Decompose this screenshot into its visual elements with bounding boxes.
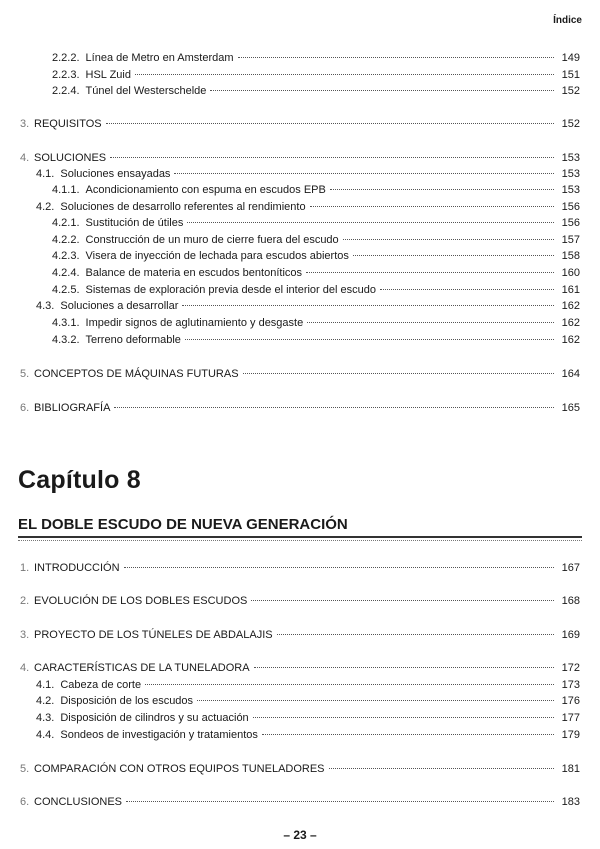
toc-entry-number: 4. [20, 152, 30, 164]
toc-entry-page: 173 [561, 679, 580, 691]
toc-entry-title: Disposición de cilindros y su actuación [60, 712, 249, 724]
toc-entry [36, 167, 580, 181]
toc-entry-page: 176 [561, 695, 580, 707]
toc-entry-title: Construcción de un muro de cierre fuera del escudo [85, 234, 339, 246]
toc-entry [20, 117, 580, 131]
toc-dot-leader [380, 289, 554, 290]
toc-dot-leader [254, 667, 554, 668]
toc-dot-leader [277, 634, 554, 635]
toc-entry [52, 333, 580, 347]
toc-dot-leader [238, 57, 555, 58]
toc-entry-page: 160 [561, 267, 580, 279]
toc-entry-page: 149 [561, 52, 580, 64]
toc-entry-number: 4.1. [36, 679, 55, 691]
toc-entry-page: 152 [561, 118, 580, 130]
toc-entry-number: 4.4. [36, 729, 55, 741]
toc-entry-number: 4.2. [36, 201, 55, 213]
toc-dot-leader [185, 339, 554, 340]
toc-entry [20, 561, 580, 575]
toc-entry-title: Sondeos de investigación y tratamientos [60, 729, 258, 741]
toc-entry-page: 169 [561, 629, 580, 641]
toc-entry [52, 283, 580, 297]
toc-dot-leader [251, 600, 554, 601]
toc-entry-page: 167 [561, 562, 580, 574]
page-number: – 23 – [283, 828, 317, 842]
toc-entry-title: CONCLUSIONES [34, 796, 123, 808]
toc-entry [52, 51, 580, 65]
toc-entry [36, 711, 580, 725]
toc-entry-number: 4.2.1. [52, 217, 80, 229]
toc-entry-number: 4.3. [36, 712, 55, 724]
toc-dot-leader [343, 239, 554, 240]
toc-entry-number: 4.3.2. [52, 334, 80, 346]
toc-dot-leader [329, 768, 554, 769]
toc-entry-number: 5. [20, 763, 30, 775]
toc-dot-leader [187, 222, 554, 223]
toc-entry-page: 179 [561, 729, 580, 741]
toc-dot-leader [262, 734, 554, 735]
toc-entry-number: 4.3. [36, 300, 55, 312]
toc-dot-leader [243, 373, 554, 374]
toc-entry-page: 183 [561, 796, 580, 808]
toc-entry-number: 2. [20, 595, 30, 607]
toc-dot-leader [110, 157, 554, 158]
toc-dot-leader [126, 801, 554, 802]
toc-entry-number: 2.2.4. [52, 85, 80, 97]
toc-entry-number: 3. [20, 629, 30, 641]
toc-entry-title: CONCEPTOS DE MÁQUINAS FUTURAS [34, 368, 239, 380]
toc-entry-number: 4.2.4. [52, 267, 80, 279]
toc-entry [52, 249, 580, 263]
toc-entry-number: 6. [20, 402, 30, 414]
toc-dot-leader [310, 206, 554, 207]
toc-entry-page: 177 [561, 712, 580, 724]
toc-entry-number: 4.3.1. [52, 317, 80, 329]
toc-entry-title: Acondicionamiento con espuma en escudos EPB [85, 184, 326, 196]
subtitle-rule [18, 536, 582, 538]
toc-entry-page: 156 [561, 201, 580, 213]
toc-entry-title: SOLUCIONES [34, 152, 107, 164]
toc-entry-page: 151 [561, 69, 580, 81]
toc-dot-leader [306, 272, 554, 273]
toc-dot-leader [353, 255, 554, 256]
toc-entry-title: Sistemas de exploración previa desde el interior del escudo [85, 284, 376, 296]
toc-dot-leader [174, 173, 554, 174]
toc-entry [20, 762, 580, 776]
toc-entry-title: Visera de inyección de lechada para escudos abiertos [85, 250, 349, 262]
toc-entry-title: Línea de Metro en Amsterdam [85, 52, 234, 64]
toc-entry [36, 200, 580, 214]
toc-entry-title: INTRODUCCIÓN [34, 562, 120, 574]
toc-dot-leader [307, 322, 554, 323]
toc-entry-title: Soluciones ensayadas [60, 168, 171, 180]
toc-entry-number: 6. [20, 796, 30, 808]
toc-entry-title: Disposición de los escudos [60, 695, 194, 707]
toc-entry-number: 4.1.1. [52, 184, 80, 196]
running-header: Índice [553, 15, 582, 26]
toc-entry [52, 183, 580, 197]
toc-entry-number: 3. [20, 118, 30, 130]
toc-entry [36, 678, 580, 692]
toc-entry-title: REQUISITOS [34, 118, 102, 130]
toc-entry-number: 1. [20, 562, 30, 574]
toc-entry-title: BIBLIOGRAFÍA [34, 402, 111, 414]
toc-entry-title: Soluciones de desarrollo referentes al rendimiento [60, 201, 306, 213]
toc-entry-number: 5. [20, 368, 30, 380]
toc-entry-number: 2.2.3. [52, 69, 80, 81]
toc-entry-number: 4.2.3. [52, 250, 80, 262]
toc-entry [52, 266, 580, 280]
toc-entry [20, 661, 580, 675]
toc-entry-number: 2.2.2. [52, 52, 80, 64]
toc-entry-page: 153 [561, 184, 580, 196]
subtitle-rule-dotted [18, 540, 582, 541]
toc-entry [20, 151, 580, 165]
toc-entry-title: HSL Zuid [85, 69, 131, 81]
toc-entry-page: 165 [561, 402, 580, 414]
toc-entry-page: 153 [561, 152, 580, 164]
toc-entry-title: PROYECTO DE LOS TÚNELES DE ABDALAJIS [34, 629, 273, 641]
toc-dot-leader [330, 189, 554, 190]
chapter-title: Capítulo 8 [18, 466, 141, 494]
toc-dot-leader [135, 74, 554, 75]
toc-entry-page: 162 [561, 300, 580, 312]
toc-entry [20, 401, 580, 415]
toc-entry [20, 594, 580, 608]
toc-dot-leader [145, 684, 554, 685]
toc-entry-title: Balance de materia en escudos bentoníticos [85, 267, 303, 279]
toc-entry [52, 84, 580, 98]
toc-entry-title: Túnel del Westerschelde [85, 85, 207, 97]
chapter-subtitle: EL DOBLE ESCUDO DE NUEVA GENERACIÓN [18, 516, 348, 533]
toc-entry [52, 68, 580, 82]
toc-entry-number: 4. [20, 662, 30, 674]
toc-entry-page: 181 [561, 763, 580, 775]
toc-entry-number: 4.2.5. [52, 284, 80, 296]
toc-entry-title: COMPARACIÓN CON OTROS EQUIPOS TUNELADORES [34, 763, 325, 775]
toc-entry-page: 168 [561, 595, 580, 607]
toc-dot-leader [124, 567, 554, 568]
toc-entry-page: 153 [561, 168, 580, 180]
toc-entry [52, 216, 580, 230]
toc-entry-page: 164 [561, 368, 580, 380]
toc-dot-leader [106, 123, 554, 124]
toc-entry [20, 367, 580, 381]
toc-entry-page: 162 [561, 334, 580, 346]
toc-entry-title: CARACTERÍSTICAS DE LA TUNELADORA [34, 662, 250, 674]
toc-entry [36, 728, 580, 742]
toc-entry-page: 161 [561, 284, 580, 296]
toc-entry-title: EVOLUCIÓN DE LOS DOBLES ESCUDOS [34, 595, 248, 607]
toc-dot-leader [182, 305, 554, 306]
toc-entry [20, 795, 580, 809]
toc-entry [36, 694, 580, 708]
toc-entry-number: 4.1. [36, 168, 55, 180]
toc-entry-number: 4.2. [36, 695, 55, 707]
toc-dot-leader [253, 717, 554, 718]
toc-dot-leader [210, 90, 554, 91]
toc-entry [52, 316, 580, 330]
toc-entry-page: 162 [561, 317, 580, 329]
toc-entry-page: 157 [561, 234, 580, 246]
toc-entry [52, 233, 580, 247]
toc-entry-title: Impedir signos de aglutinamiento y desgaste [85, 317, 304, 329]
toc-entry-title: Sustitución de útiles [85, 217, 184, 229]
toc-entry [20, 628, 580, 642]
toc-entry-page: 172 [561, 662, 580, 674]
toc-entry-page: 152 [561, 85, 580, 97]
toc-entry-title: Cabeza de corte [60, 679, 142, 691]
toc-dot-leader [114, 407, 554, 408]
toc-entry-title: Terreno deformable [85, 334, 181, 346]
toc-entry-page: 156 [561, 217, 580, 229]
toc-entry-title: Soluciones a desarrollar [60, 300, 179, 312]
toc-entry [36, 299, 580, 313]
toc-entry-number: 4.2.2. [52, 234, 80, 246]
toc-entry-page: 158 [561, 250, 580, 262]
toc-dot-leader [197, 700, 554, 701]
